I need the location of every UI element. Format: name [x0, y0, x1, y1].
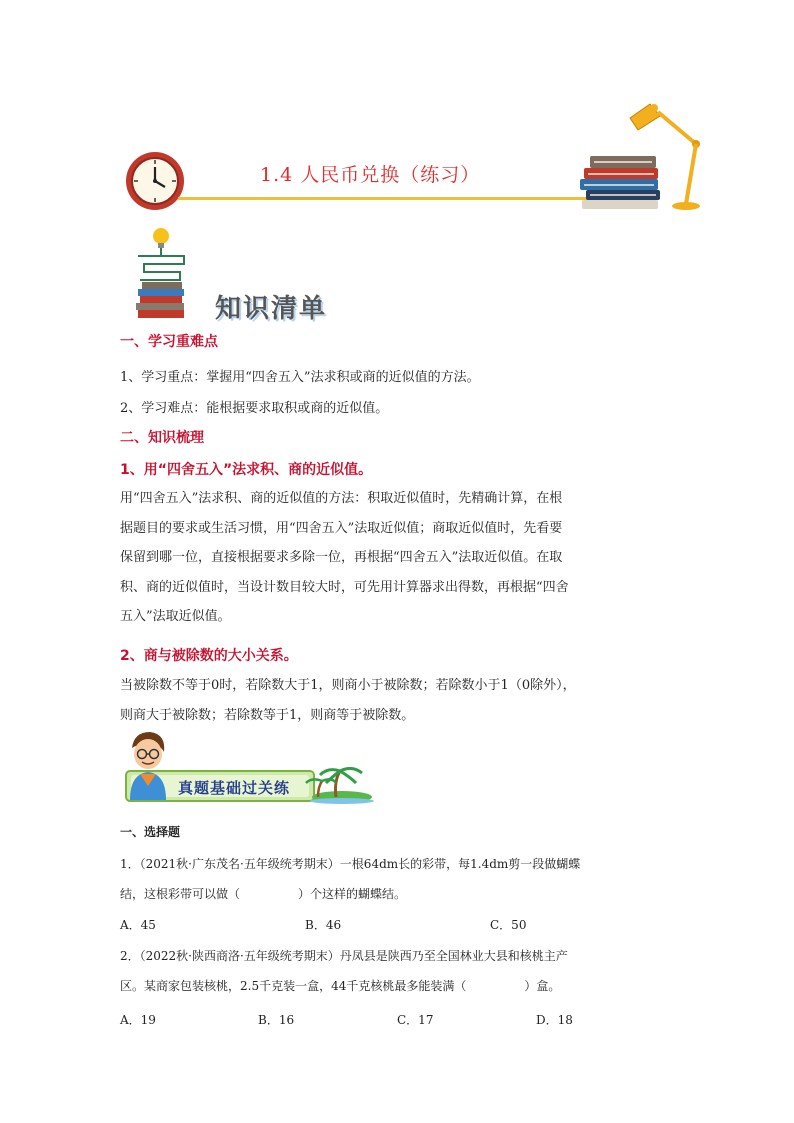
clock-icon [124, 150, 186, 212]
question-2-line-2 [120, 977, 560, 994]
question-text: 结，这根彩带可以做（ [120, 887, 241, 901]
question-1-line-1: 1．（2021秋·广东茂名·五年级统考期末）一根64dm长的彩带，每1.4dm剪一段做蝴蝶 [120, 857, 581, 871]
section-heading-key-points: 一、学习重难点 [120, 334, 218, 350]
question-1-option-a: A．45 [120, 918, 156, 932]
question-text: ）盒。 [524, 979, 561, 993]
key-point-1: 1、学习重点：掌握用“四舍五入”法求积或商的近似值的方法。 [120, 370, 480, 385]
desk-lamp-books-icon [578, 100, 708, 215]
key-point-2: 2、学习难点：能根据要求取积或商的近似值。 [120, 401, 389, 416]
question-2-option-c: C．17 [397, 1013, 434, 1027]
question-2-option-b: B．16 [258, 1013, 295, 1027]
question-2-line-1: 2．（2022秋·陕西商洛·五年级统考期末）丹凤县是陕西乃至全国林业大县和核桃主产 [120, 949, 568, 963]
question-text: 区。某商家包装核桃，2.5千克装一盒，44千克核桃最多能装满（ [120, 979, 467, 993]
question-1-option-c: C．50 [490, 918, 527, 932]
question-2-option-d: D．18 [536, 1013, 573, 1027]
teacher-avatar-icon [124, 730, 172, 800]
subheading-approximation: 1、用“四舍五入”法求积、商的近似值。 [120, 462, 373, 478]
question-2-option-a: A．19 [120, 1013, 156, 1027]
paragraph-line: 五入”法取近似值。 [120, 609, 231, 624]
question-1-line-2 [120, 885, 406, 902]
question-1-option-b: B．46 [305, 918, 342, 932]
approximation-paragraph [120, 484, 569, 632]
books-lightbulb-icon [128, 224, 198, 324]
section-heading-multiple-choice: 一、选择题 [120, 825, 181, 839]
paragraph-line: 当被除数不等于0时，若除数大于1，则商小于被除数；若除数小于1（0除外）， [120, 678, 576, 693]
section-heading-knowledge-review: 二、知识梳理 [120, 430, 204, 446]
quotient-paragraph [120, 671, 576, 730]
practice-banner-title: 真题基础过关练 [178, 779, 291, 797]
paragraph-line: 据题目的要求或生活习惯，用“四舍五入”法取近似值；商取近似值时，先看要 [120, 520, 563, 536]
paragraph-line: 保留到哪一位，直接根据要求多除一位，再根据“四舍五入”法取近似值。在取 [120, 550, 563, 565]
paragraph-line: 则商大于被除数；若除数等于1，则商等于被除数。 [120, 707, 415, 723]
header-divider [178, 197, 596, 200]
knowledge-banner-title: 知识清单 [215, 294, 328, 324]
question-text: ）个这样的蝴蝶结。 [298, 887, 407, 901]
page-title: 1.4 人民币兑换（练习） [260, 164, 481, 186]
paragraph-line: 积、商的近似值时，当设计数目较大时，可先用计算器求出得数，再根据“四舍 [120, 579, 569, 595]
subheading-quotient-dividend: 2、商与被除数的大小关系。 [120, 648, 298, 664]
paragraph-line: 用“四舍五入”法求积、商的近似值的方法：积取近似值时，先精确计算，在根 [120, 491, 563, 506]
